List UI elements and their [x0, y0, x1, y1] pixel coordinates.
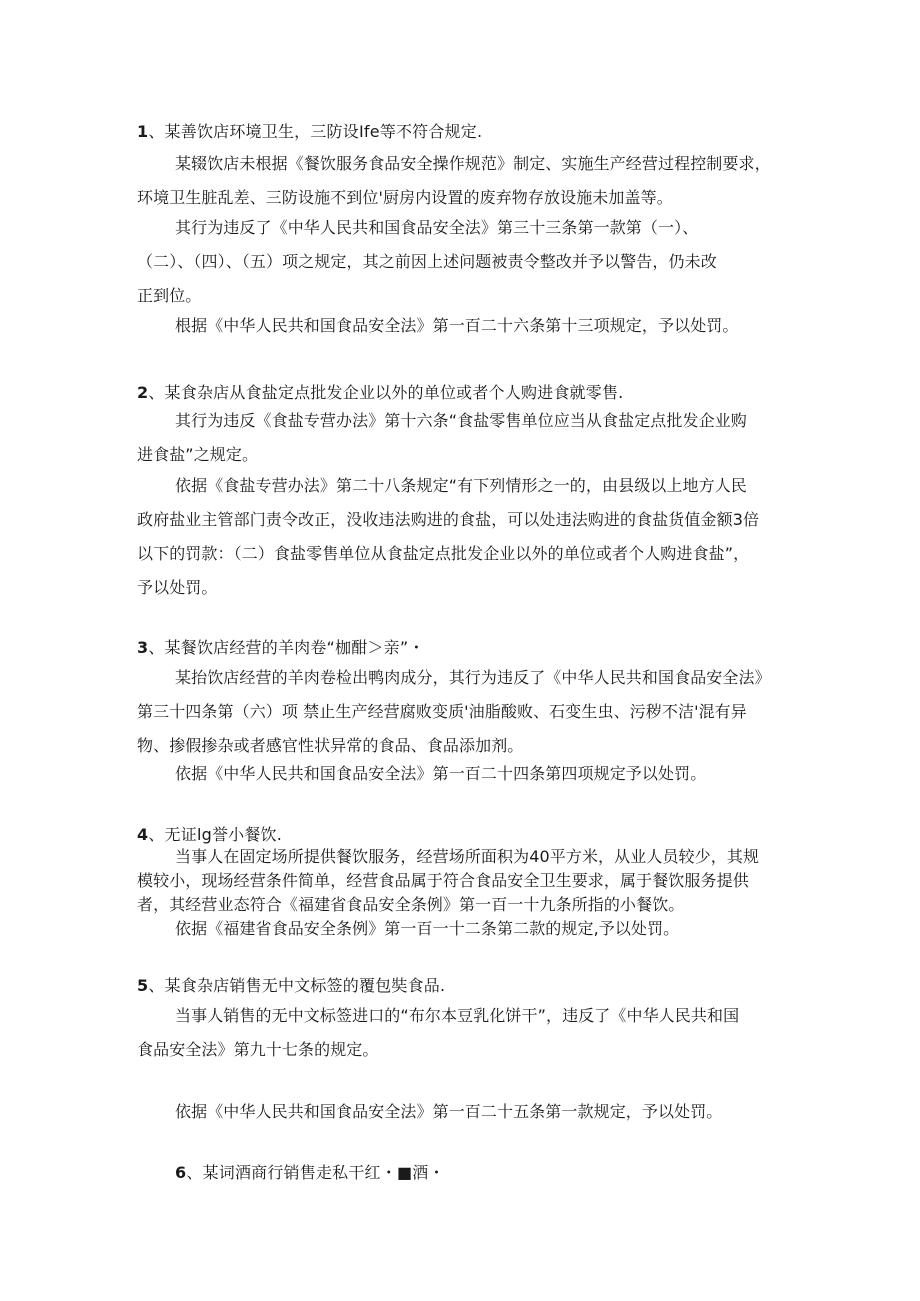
item-number: 3	[137, 638, 149, 657]
text-line: 以下的罚款：（二）食盐零售单位从食盐定点批发企业以外的单位或者个人购进食盐”，	[137, 544, 750, 563]
item-number: 5	[137, 976, 149, 995]
text-line: 正到位。	[137, 286, 202, 305]
text-line: 依据《食盐专营办法》第二十八条规定“有下列情形之一的，由县级以上地方人民	[175, 476, 747, 495]
item-6-heading	[175, 1160, 445, 1183]
text-line: 政府盐业主管部门责令改正，没收违法购进的食盐，可以处违法购进的食盐货值金额3倍	[137, 510, 760, 529]
item-4-paragraph-2	[137, 917, 679, 941]
text-line: 食品安全法》第九十七条的规定。	[137, 1040, 379, 1059]
item-3-paragraph-2	[137, 757, 706, 791]
item-1-heading	[137, 119, 482, 142]
text-line: 者，其经营业态符合《福建省食品安全条例》第一百一十九条所指的小餐饮。	[137, 895, 685, 914]
item-3-paragraph-1	[137, 661, 771, 763]
item-2-heading	[137, 380, 623, 403]
item-title: 、某食杂店从食盐定点批发企业以外的单位或者个人购进食就零售.	[148, 383, 624, 402]
text-line: 依据《中华人民共和国食品安全法》第一百二十五条第一款规定，予以处罚。	[175, 1102, 723, 1121]
item-1-paragraph-3	[137, 309, 739, 343]
item-title: 、某词酒商行销售走私干红・■酒・	[186, 1163, 445, 1182]
item-number: 2	[137, 383, 149, 402]
text-line: 当事人在固定场所提供餐饮服务，经营场所面积为40平方米，从业人员较少，其规	[175, 847, 760, 866]
item-title: 、某食杂店销售无中文标签的覆包奘食品.	[148, 976, 446, 995]
text-line: 某抬饮店经营的羊肉卷检出鸭肉成分，其行为违反了《中华人民共和国食品安全法》	[175, 668, 771, 687]
item-3-heading	[137, 635, 425, 658]
text-line: 依据《福建省食品安全条例》第一百一十二条第二款的规定,予以处罚。	[175, 919, 680, 938]
item-5-heading	[137, 973, 445, 996]
item-4-heading	[137, 822, 282, 845]
item-2-paragraph-2	[137, 469, 759, 605]
text-line: 第三十四条第（六）项 禁止生产经营腐败变质'油脂酸败、石变生虫、污秽不洁'混有异	[137, 702, 747, 721]
text-line: 模较小，现场经营条件简单，经营食品属于符合食品安全卫生要求，属于餐饮服务提供	[137, 871, 749, 890]
text-line: 依据《中华人民共和国食品安全法》第一百二十四条第四项规定予以处罚。	[175, 764, 707, 783]
text-line: 进食盐”之规定。	[137, 445, 259, 464]
text-line: 其行为违反了《中华人民共和国食品安全法》第三十三条第一款第（一）、	[175, 218, 699, 237]
item-title: 、某餐饮店经营的羊肉卷“枷酣＞亲”・	[148, 638, 425, 657]
item-title: 、无证lg誉小餐饮.	[148, 825, 283, 844]
item-number: 4	[137, 825, 149, 844]
text-line: 予以处罚。	[137, 578, 218, 597]
text-line: 根据《中华人民共和国食品安全法》第一百二十六条第十三项规定，予以处罚。	[175, 316, 739, 335]
item-1-paragraph-1	[137, 147, 771, 215]
text-line: 环境卫生脏乱差、三防设施不到位'厨房内设置的废弃物存放设施未加盖等。	[137, 188, 673, 207]
item-2-paragraph-1	[137, 404, 747, 472]
text-line: （二）、（四）、（五）项之规定，其之前因上述问题被责令整改并予以警告，仍未改	[137, 252, 717, 271]
item-number: 1	[137, 122, 149, 141]
text-line: 当事人销售的无中文标签进口的“布尔本豆乳化饼干”，违反了《中华人民共和国	[175, 1006, 740, 1025]
text-line: 其行为违反《食盐专营办法》第十六条“食盐零售单位应当从食盐定点批发企业购	[175, 411, 747, 430]
item-5-paragraph-1	[137, 999, 739, 1067]
text-line: 物、掺假掺杂或者感官性状异常的食品、食品添加剂。	[137, 736, 524, 755]
item-4-paragraph-1	[137, 845, 759, 917]
item-5-paragraph-2	[137, 1095, 722, 1129]
item-title: 、某善饮店环境卫生，三防设Ife等不符合规定.	[148, 122, 483, 141]
item-number: 6	[175, 1163, 187, 1182]
text-line: 某辍饮店未根据《餐饮服务食品安全操作规范》制定、实施生产经营过程控制要求，	[175, 154, 771, 173]
item-1-paragraph-2	[137, 211, 717, 313]
